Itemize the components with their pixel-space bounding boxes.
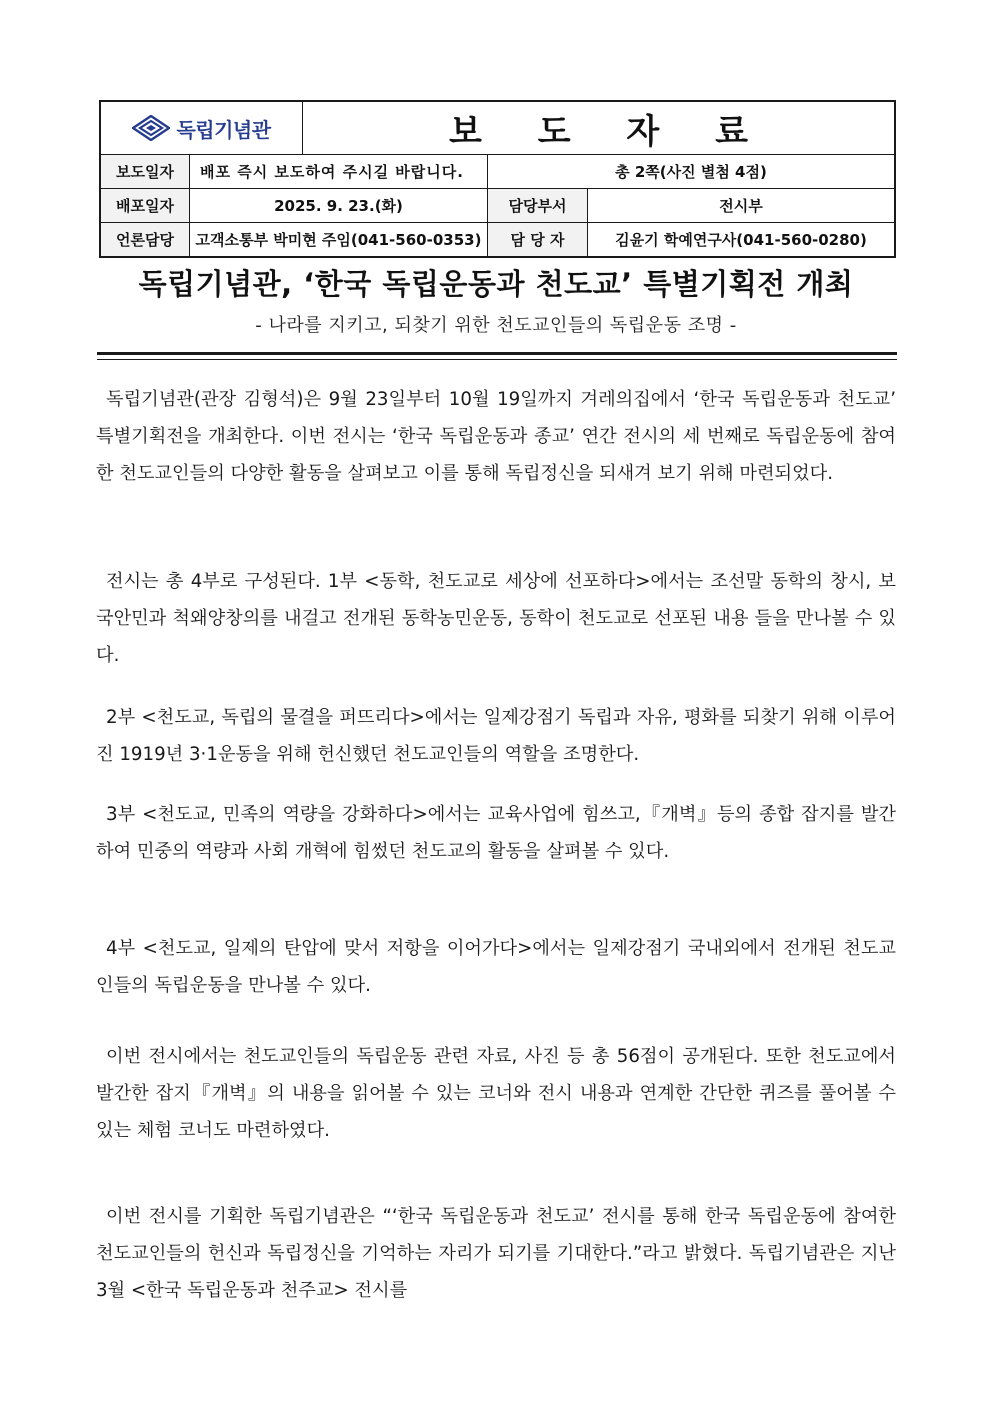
org-emblem-icon <box>132 115 170 141</box>
org-name: 독립기념관 <box>176 117 271 142</box>
release-date-label: 보도일자 <box>101 155 189 188</box>
release-date-value: 배포 즉시 보도하여 주시길 바랍니다. <box>189 155 487 188</box>
header-row-release-date <box>101 154 894 188</box>
doc-type-title: 보 도 자 료 <box>302 102 894 154</box>
page-count-value: 총 2쪽(사진 별첨 4점) <box>487 155 894 188</box>
distribution-date-label: 배포일자 <box>101 189 189 222</box>
press-release-header-table <box>99 100 896 258</box>
distribution-date-value: 2025. 9. 23.(화) <box>189 189 487 222</box>
header-row-press-contact <box>101 222 894 256</box>
headline: 독립기념관, ‘한국 독립운동과 천도교’ 특별기획전 개최 <box>138 267 854 301</box>
body-paragraph-3: 2부 <천도교, 독립의 물결을 퍼뜨리다>에서는 일제강점기 독립과 자유, 평화를 되찾기 위해 이루어진 1919년 3·1운동을 위해 헌신했던 천도교인들의 역할을 조명한다. <box>96 707 896 765</box>
press-contact-label: 언론담당 <box>101 223 189 256</box>
department-label: 담당부서 <box>487 189 587 222</box>
body-paragraph-1: 독립기념관(관장 김형석)은 9월 23일부터 10월 19일까지 겨레의집에서 ‘한국 독립운동과 천도교’ 특별기획전을 개최한다. 이번 전시는 ‘한국 독립운동과 종교’ 연간 전시의 세 번째로 독립운동에 참여한 천도교인들의 다양한 활동을 살펴보고 이를 통해 독립정신을 되새겨 보기 위해 마련되었다. <box>96 389 896 484</box>
subheadline: - 나라를 지키고, 되찾기 위한 천도교인들의 독립운동 조명 - <box>255 315 737 336</box>
person-in-charge-label: 담 당 자 <box>487 223 587 256</box>
department-value: 전시부 <box>587 189 894 222</box>
divider-thick <box>97 352 897 355</box>
header-row-distribution-date <box>101 188 894 222</box>
body-paragraph-5: 4부 <천도교, 일제의 탄압에 맞서 저항을 이어가다>에서는 일제강점기 국내외에서 전개된 천도교인들의 독립운동을 만나볼 수 있다. <box>96 938 896 996</box>
body-paragraph-4: 3부 <천도교, 민족의 역량을 강화하다>에서는 교육사업에 힘쓰고,『개벽』등의 종합 잡지를 발간하여 민중의 역량과 사회 개혁에 힘썼던 천도교의 활동을 살펴볼 수 있다. <box>96 804 896 862</box>
header-title-row <box>101 102 894 154</box>
body-paragraph-7: 이번 전시를 기획한 독립기념관은 “‘한국 독립운동과 천도교’ 전시를 통해 한국 독립운동에 참여한 천도교인들의 헌신과 독립정신을 기억하는 자리가 되기를 기대한다.”라고 밝혔다. 독립기념관은 지난 3월 <한국 독립운동과 천주교> 전시를 <box>96 1206 896 1301</box>
press-contact-value: 고객소통부 박미현 주임(041-560-0353) <box>189 223 487 256</box>
body-paragraph-2: 전시는 총 4부로 구성된다. 1부 <동학, 천도교로 세상에 선포하다>에서는 조선말 동학의 창시, 보국안민과 척왜양창의를 내걸고 전개된 동학농민운동, 동학이 천도교로 선포된 내용 들을 만나볼 수 있다. <box>96 571 896 666</box>
body-paragraph-6: 이번 전시에서는 천도교인들의 독립운동 관련 자료, 사진 등 총 56점이 공개된다. 또한 천도교에서 발간한 잡지『개벽』의 내용을 읽어볼 수 있는 코너와 전시 내용과 연계한 간단한 퀴즈를 풀어볼 수 있는 체험 코너도 마련하였다. <box>96 1046 896 1141</box>
divider-thin <box>97 359 897 360</box>
person-in-charge-value: 김윤기 학예연구사(041-560-0280) <box>587 223 894 256</box>
org-logo <box>101 102 302 154</box>
